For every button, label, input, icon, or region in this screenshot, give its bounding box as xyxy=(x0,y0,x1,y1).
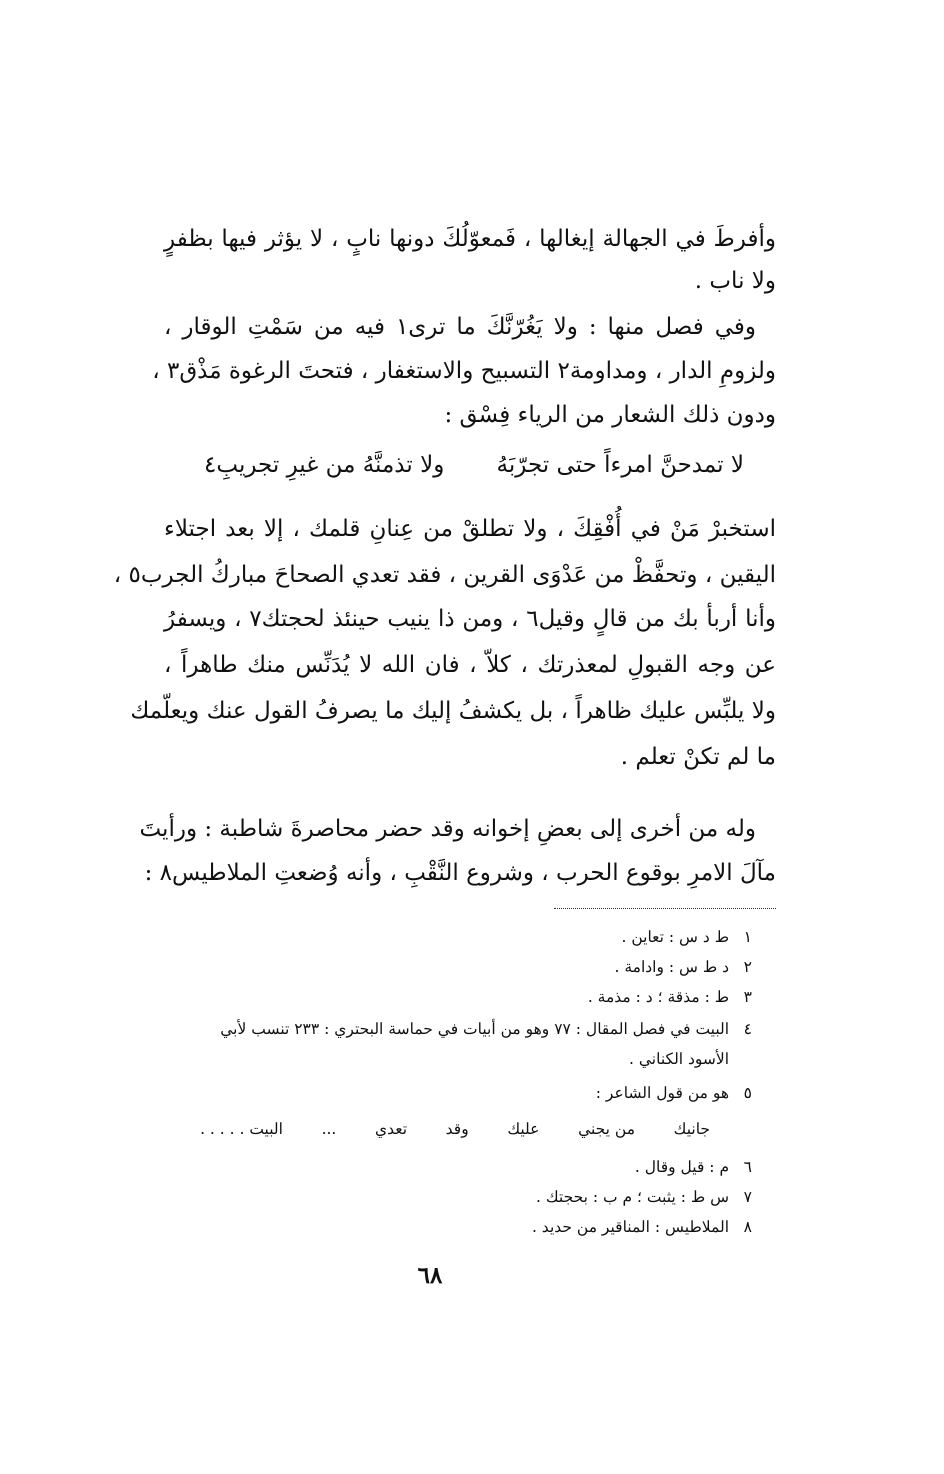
body-line: ولا ناب . xyxy=(694,268,776,294)
footnote-number: ٧ xyxy=(743,1188,752,1206)
body-line: ودون ذلك الشعار من الرياء فِسْق : xyxy=(444,402,776,428)
footnote-verse-word: وقد xyxy=(445,1120,469,1138)
footnote-verse-word: ... xyxy=(321,1120,337,1138)
body-line: ولا يلبِّس عليك ظاهراً ، بل يكشفُ إليك ما يصرفُ القول عنك ويعلّمك xyxy=(130,698,776,724)
footnote-separator xyxy=(554,908,776,909)
footnote-verse-word: جانيك xyxy=(673,1120,710,1138)
footnote-number: ٨ xyxy=(743,1218,752,1236)
footnote-text: الأسود الكناني . xyxy=(629,1050,730,1068)
footnote-number: ٦ xyxy=(743,1158,752,1176)
footnote xyxy=(596,1082,752,1104)
footnote-number: ٣ xyxy=(743,988,752,1006)
poetry-verse xyxy=(204,450,744,480)
footnote-text: الملاطيس : المناقير من حديد . xyxy=(531,1218,730,1236)
verse-first-hemistich: لا تمدحنَّ امرءاً حتى تجرّبَهُ xyxy=(496,452,744,478)
footnote xyxy=(532,1216,752,1238)
page-number: ٦٨ xyxy=(417,1262,443,1289)
body-line: عن وجه القبولِ لمعذرتك ، كلاّ ، فان الله لا يُدَنِّس منك طاهراً ، xyxy=(164,652,776,678)
footnote-number: ١ xyxy=(743,928,752,946)
footnote-text: م : قيل وقال . xyxy=(634,1158,730,1176)
body-line: وله من أخرى إلى بعضِ إخوانه وقد حضر محاصرةَ شاطبة : ورأيتَ xyxy=(139,816,756,842)
body-line: استخبرْ مَنْ في أُفْقِكَ ، ولا تطلقْ من عِنانِ قلمك ، إلا بعد اجتلاء xyxy=(164,516,776,542)
footnote xyxy=(635,1156,752,1178)
body-line: وأنا أربأ بك من قالٍ وقيل٦ ، ومن ذا ينيب حينئذ لحجتك٧ ، ويسفرُ xyxy=(164,606,776,632)
footnote-verse-word: من يجني xyxy=(578,1120,636,1138)
footnote xyxy=(220,1018,752,1040)
footnote-text: ط : مذقة ؛ د : مذمة . xyxy=(587,988,730,1006)
footnote-text: س ط : يثبت ؛ م ب : بحجتك . xyxy=(536,1188,730,1206)
verse-second-hemistich: ولا تذمنَّهُ من غيرِ تجريبِ٤ xyxy=(204,452,445,478)
footnote xyxy=(615,956,753,978)
body-line: وفي فصل منها : ولا يَغُرّنَّكَ ما ترى١ فيه من سَمْتِ الوقار ، xyxy=(164,314,756,340)
footnote-text: هو من قول الشاعر : xyxy=(595,1084,730,1102)
body-line: مآلَ الامرِ بوقوع الحرب ، وشروع النَّقْبِ ، وأنه وُضعتِ الملاطيس٨ : xyxy=(144,860,776,886)
footnote-verse-word: عليك xyxy=(507,1120,540,1138)
footnote-number: ٤ xyxy=(743,1020,752,1038)
footnote-number: ٢ xyxy=(743,958,752,976)
body-line: اليقين ، وتحفَّظْ من عَدْوَى القرين ، فقد تعدي الصحاحَ مباركُ الجرب٥ ، xyxy=(113,562,776,588)
footnote-text: ط د س : تعاين . xyxy=(621,928,730,946)
footnote xyxy=(588,986,752,1008)
body-line: ما لم تكنْ تعلم . xyxy=(620,744,776,770)
footnote xyxy=(621,926,752,948)
footnote-verse xyxy=(200,1118,710,1140)
footnote xyxy=(629,1048,752,1070)
footnote xyxy=(536,1186,752,1208)
footnote-text: د ط س : وادامة . xyxy=(614,958,730,976)
body-line: وأفرطَ في الجهالة إيغالها ، فَمعوّلُكَ دونها نابٍ ، لا يؤثر فيها بظفرٍ xyxy=(164,226,776,252)
body-line: ولزومِ الدار ، ومداومة٢ التسبيح والاستغفار ، فتحتَ الرغوة مَذْق٣ ، xyxy=(152,358,776,384)
footnote-text: البيت في فصل المقال : ٧٧ وهو من أبيات في حماسة البحتري : ٢٣٣ تنسب لأبي xyxy=(220,1020,730,1038)
footnote-verse-word: تعدي xyxy=(374,1120,408,1138)
footnote-number: ٥ xyxy=(743,1084,752,1102)
footnote-verse-word: البيت . . . . . xyxy=(200,1120,283,1138)
